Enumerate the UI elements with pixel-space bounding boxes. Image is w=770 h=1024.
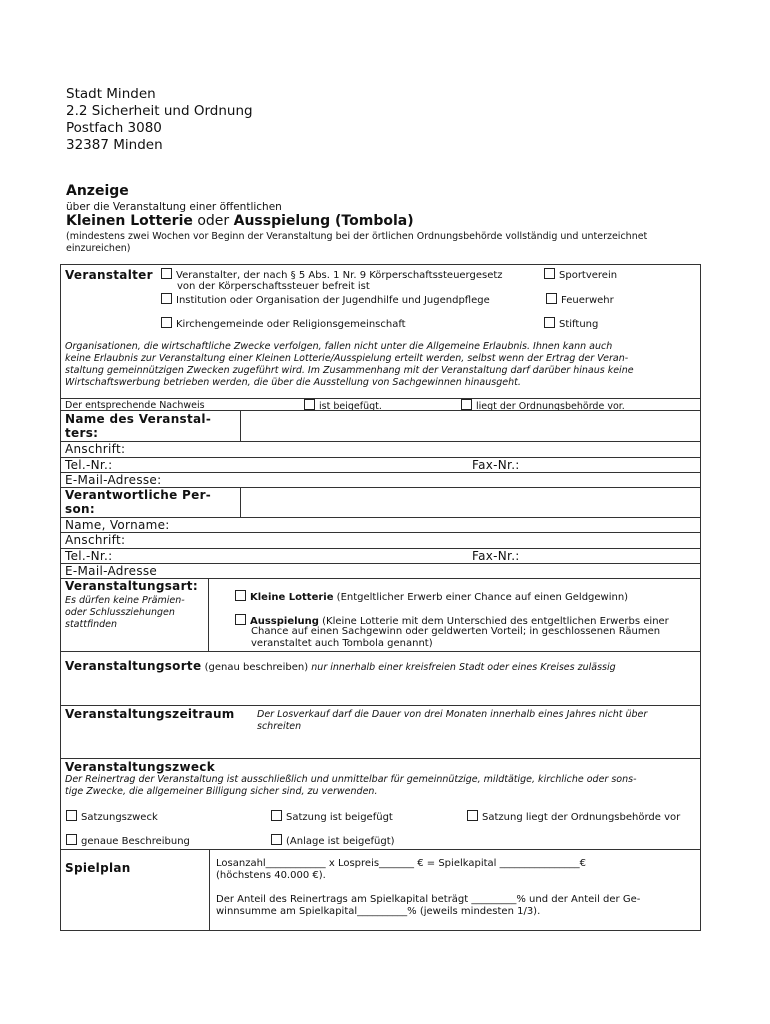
divider: [61, 441, 700, 442]
option-stiftung[interactable]: [544, 317, 598, 330]
spielplan-label: Spielplan: [65, 861, 131, 875]
option-ausspielung-line3: veranstaltet auch Tombola genannt): [251, 638, 433, 649]
address-line: Stadt Minden: [66, 86, 156, 102]
person-name-field[interactable]: Name, Vorname:: [65, 518, 170, 532]
divider: [61, 457, 700, 458]
divider: [61, 548, 700, 549]
divider: [61, 849, 700, 850]
zweck-note: Der Reinertrag der Veranstaltung ist ausschließlich und unmittelbar für gemeinnützige, mildtätige, kirchliche oder sons-: [65, 774, 637, 785]
nachweis-label: Der entsprechende Nachweis: [65, 400, 205, 411]
address-block: [66, 86, 253, 154]
option-jugendhilfe[interactable]: [161, 293, 490, 306]
application-form: [60, 264, 701, 931]
checkbox[interactable]: [544, 268, 555, 279]
form-title: [66, 213, 414, 229]
zeitraum-note: schreiten: [257, 721, 302, 732]
option-label: Stiftung: [559, 319, 599, 330]
org-fax-field[interactable]: Fax-Nr.:: [472, 458, 520, 472]
art-note: oder Schlussziehungen: [65, 607, 175, 618]
option-koerperschaft-line2: von der Körperschaftssteuer befreit ist: [177, 281, 370, 292]
person-label: Verantwortliche Per-: [65, 488, 212, 502]
option-ausspielung-line2: Chance auf einen Sachgewinn oder geldwerten Vorteil; in geschlossenen Räumen: [251, 626, 661, 637]
zweck-label: Veranstaltungszweck: [65, 760, 215, 774]
title-or: oder: [192, 213, 234, 229]
checkbox[interactable]: [544, 317, 555, 328]
spielplan-line: (höchstens 40.000 €).: [216, 870, 326, 881]
checkbox[interactable]: [161, 268, 172, 279]
checkbox[interactable]: [271, 810, 282, 821]
option-label: Satzung liegt der Ordnungsbehörde vor: [482, 812, 681, 823]
person-email-field[interactable]: E-Mail-Adresse: [65, 564, 158, 578]
option-label: ist beigefügt.: [319, 401, 382, 412]
spielplan-line[interactable]: Der Anteil des Reinertrags am Spielkapital beträgt _________% und der Anteil der Ge-: [216, 894, 641, 905]
art-note: stattfinden: [65, 619, 117, 630]
option-label: Sportverein: [559, 270, 618, 281]
address-line: Postfach 3080: [66, 120, 162, 136]
divider: [240, 487, 241, 517]
checkbox[interactable]: [235, 590, 246, 601]
orte-note: nur innerhalb einer kreisfreien Stadt oder eines Kreises zulässig: [311, 662, 616, 673]
divider: [240, 410, 241, 441]
orte-label: Veranstaltungsorte: [65, 659, 202, 673]
divider: [61, 758, 700, 759]
submission-note: (mindestens zwei Wochen vor Beginn der Veranstaltung bei der örtlichen Ordnungsbehörde vollständig und unterzeichnet einzureichen): [66, 231, 648, 254]
info-text: Organisationen, die wirtschaftliche Zwecke verfolgen, fallen nicht unter die Allgemeine Erlaubnis. Ihnen kann auch: [65, 341, 613, 352]
option-beschreibung[interactable]: [66, 834, 190, 847]
checkbox[interactable]: [66, 834, 77, 845]
orte-row[interactable]: [65, 655, 616, 674]
divider: [61, 651, 700, 652]
person-label-line2: son:: [65, 502, 95, 516]
divider: [61, 410, 700, 411]
checkbox[interactable]: [66, 810, 77, 821]
option-kirchengemeinde[interactable]: [161, 317, 406, 330]
option-koerperschaft[interactable]: [161, 268, 503, 281]
option-label: Kirchengemeinde oder Religionsgemeinschaft: [176, 319, 406, 330]
option-label: Feuerwehr: [561, 295, 614, 306]
org-phone-field[interactable]: Tel.-Nr.:: [65, 458, 113, 472]
checkbox[interactable]: [161, 293, 172, 304]
address-line: 32387 Minden: [66, 137, 163, 153]
option-label-bold: Kleine Lotterie: [250, 592, 334, 603]
veranstalter-label: Veranstalter: [65, 268, 153, 282]
person-fax-field[interactable]: Fax-Nr.:: [472, 549, 520, 563]
option-satzung-liegt-vor[interactable]: [467, 810, 680, 823]
zeitraum-note: Der Losverkauf darf die Dauer von drei Monaten innerhalb eines Jahres nicht über: [257, 709, 648, 720]
option-satzungszweck[interactable]: [66, 810, 158, 823]
info-text: staltung gemeinnützigen Zwecken zugeführt wird. Im Zusammenhang mit der Veranstaltung darf darüber hinaus keine: [65, 365, 634, 376]
person-phone-field[interactable]: Tel.-Nr.:: [65, 549, 113, 563]
org-address-field[interactable]: Anschrift:: [65, 442, 126, 456]
option-label: (Entgeltlicher Erwerb einer Chance auf einen Geldgewinn): [333, 592, 629, 603]
address-line: 2.2 Sicherheit und Ordnung: [66, 103, 253, 119]
page-title: Anzeige: [66, 183, 129, 199]
option-label: (Anlage ist beigefügt): [286, 836, 395, 847]
option-label: Satzung ist beigefügt: [286, 812, 393, 823]
org-name-label: Name des Veranstal-: [65, 412, 212, 426]
spielplan-line[interactable]: Losanzahl____________ x Lospreis_______ € = Spielkapital ________________€: [216, 858, 586, 869]
option-feuerwehr[interactable]: [546, 293, 614, 306]
art-note: Es dürfen keine Prämien-: [65, 595, 185, 606]
option-sportverein[interactable]: [544, 268, 617, 281]
option-label-bold: Ausspielung: [250, 616, 319, 627]
divider: [61, 705, 700, 706]
checkbox[interactable]: [461, 399, 472, 410]
divider: [209, 849, 210, 930]
checkbox[interactable]: [271, 834, 282, 845]
info-text: keine Erlaubnis zur Veranstaltung einer Kleinen Lotterie/Ausspielung erteilt werden, selbst wenn der Ertrag der Veran-: [65, 353, 629, 364]
org-email-field[interactable]: E-Mail-Adresse:: [65, 473, 162, 487]
option-satzung-beigefuegt[interactable]: [271, 810, 393, 823]
org-name-label-line2: ters:: [65, 426, 99, 440]
orte-paren: (genau beschreiben): [201, 662, 312, 673]
spielplan-line[interactable]: winnsumme am Spielkapital__________% (jeweils mindesten 1/3).: [216, 906, 541, 917]
option-label: Veranstalter, der nach § 5 Abs. 1 Nr. 9 Körperschaftssteuergesetz: [176, 270, 503, 281]
checkbox[interactable]: [546, 293, 557, 304]
page-subtitle: über die Veranstaltung einer öffentlichen: [66, 201, 282, 213]
checkbox[interactable]: [161, 317, 172, 328]
divider: [208, 578, 209, 651]
option-kleine-lotterie[interactable]: [235, 590, 628, 603]
divider: [61, 532, 700, 533]
option-label: genaue Beschreibung: [81, 836, 190, 847]
checkbox[interactable]: [235, 614, 246, 625]
option-label: (Kleine Lotterie mit dem Unterschied des entgeltlichen Erwerbs einer: [318, 616, 669, 627]
title-lotterie: Kleinen Lotterie: [66, 213, 193, 229]
option-label: Institution oder Organisation der Jugendhilfe und Jugendpflege: [176, 295, 490, 306]
info-text: Wirtschaftswerbung betrieben werden, die über die Ausstellung von Sachgewinnen hinausgeht.: [65, 377, 521, 388]
checkbox[interactable]: [467, 810, 478, 821]
person-address-field[interactable]: Anschrift:: [65, 533, 126, 547]
zeitraum-label: Veranstaltungszeitraum: [65, 707, 235, 721]
option-anlage-beigefuegt[interactable]: [271, 834, 395, 847]
art-label: Veranstaltungsart:: [65, 579, 198, 593]
option-label: liegt der Ordnungsbehörde vor.: [476, 401, 625, 412]
zweck-note: tige Zwecke, die allgemeiner Billigung sicher sind, zu verwenden.: [65, 786, 378, 797]
title-ausspielung: Ausspielung (Tombola): [233, 213, 414, 229]
option-label: Satzungszweck: [81, 812, 158, 823]
checkbox[interactable]: [304, 399, 315, 410]
